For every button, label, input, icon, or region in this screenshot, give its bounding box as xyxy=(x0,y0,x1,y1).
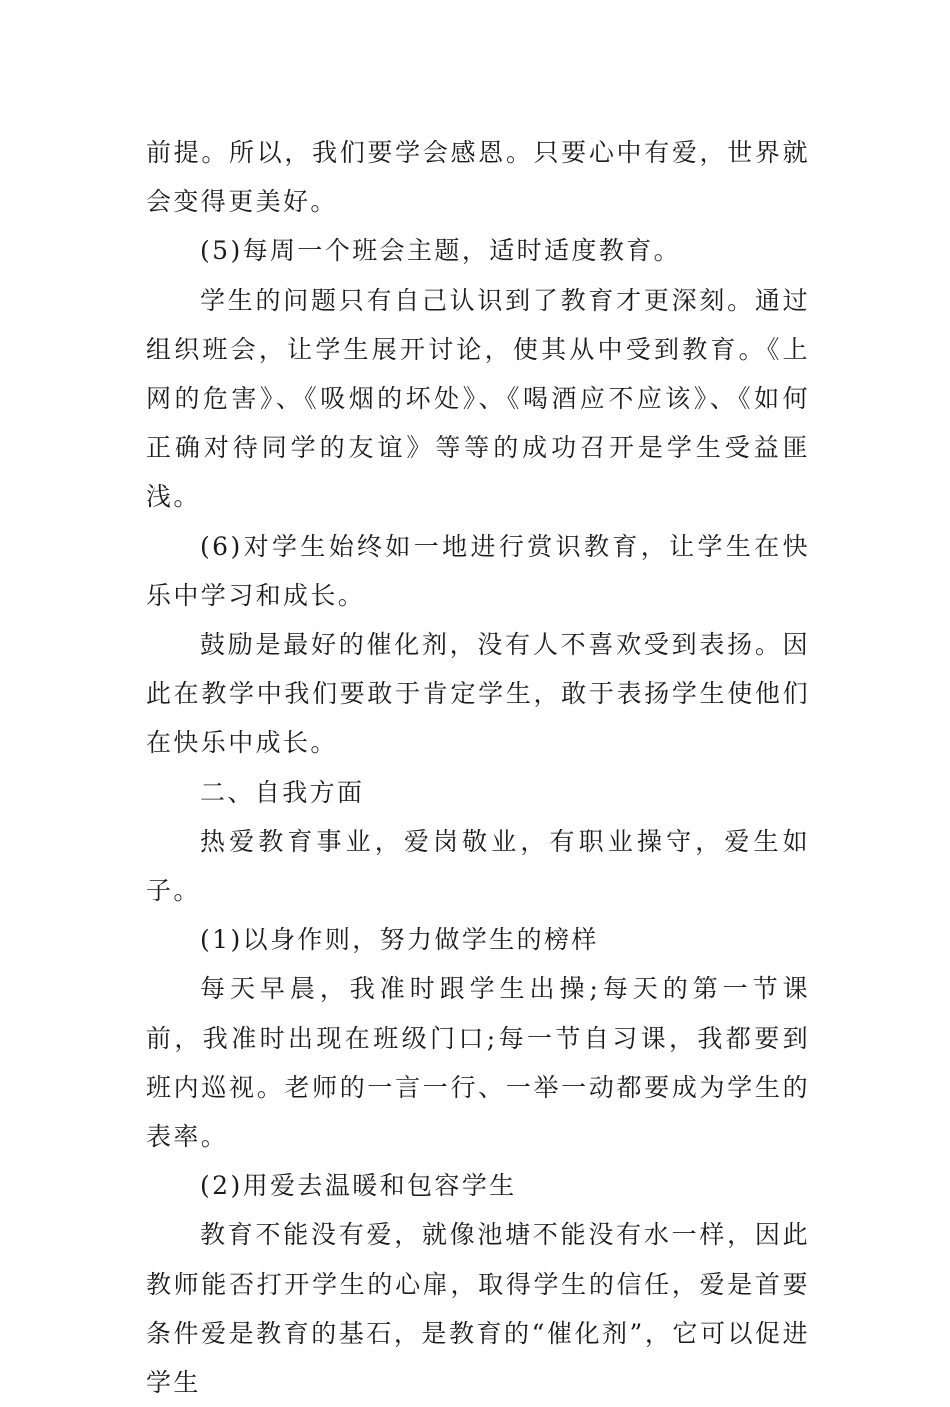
paragraph-2: (5)每周一个班会主题，适时适度教育。 xyxy=(200,236,682,266)
paragraph-11: 教育不能没有爱，就像池塘不能没有水一样，因此教师能否打开学生的心扉，取得学生的信任，爱是首要条件爱是教育的基石，是教育的“催化剂”，它可以促进学生 xyxy=(146,1220,810,1398)
paragraph-7: 热爱教育事业，爱岗敬业，有职业操守，爱生如子。 xyxy=(146,826,810,906)
paragraph-1: 前提。所以，我们要学会感恩。只要心中有爱，世界就会变得更美好。 xyxy=(146,138,810,217)
section-heading: 二、自我方面 xyxy=(200,777,365,807)
paragraph-3: 学生的问题只有自己认识到了教育才更深刻。通过组织班会，让学生展开讨论，使其从中受到教育。《上网的危害》、《吸烟的坏处》、《喝酒应不应该》、《如何正确对待同学的友谊》等等的成功召开是学生受益匪浅。 xyxy=(146,285,810,512)
paragraph-8: (1)以身作则，努力做学生的榜样 xyxy=(200,925,599,955)
document-body xyxy=(146,128,810,1407)
paragraph-9: 每天早晨，我准时跟学生出操;每天的第一节课前，我准时出现在班级门口;每一节自习课，我都要到班内巡视。老师的一言一行、一举一动都要成为学生的表率。 xyxy=(146,974,810,1152)
paragraph-10: (2)用爱去温暖和包容学生 xyxy=(200,1171,517,1201)
paragraph-4: (6)对学生始终如一地进行赏识教育，让学生在快乐中学习和成长。 xyxy=(146,531,810,610)
paragraph-5: 鼓励是最好的催化剂，没有人不喜欢受到表扬。因此在教学中我们要敢于肯定学生，敢于表扬学生使他们在快乐中成长。 xyxy=(146,630,810,758)
